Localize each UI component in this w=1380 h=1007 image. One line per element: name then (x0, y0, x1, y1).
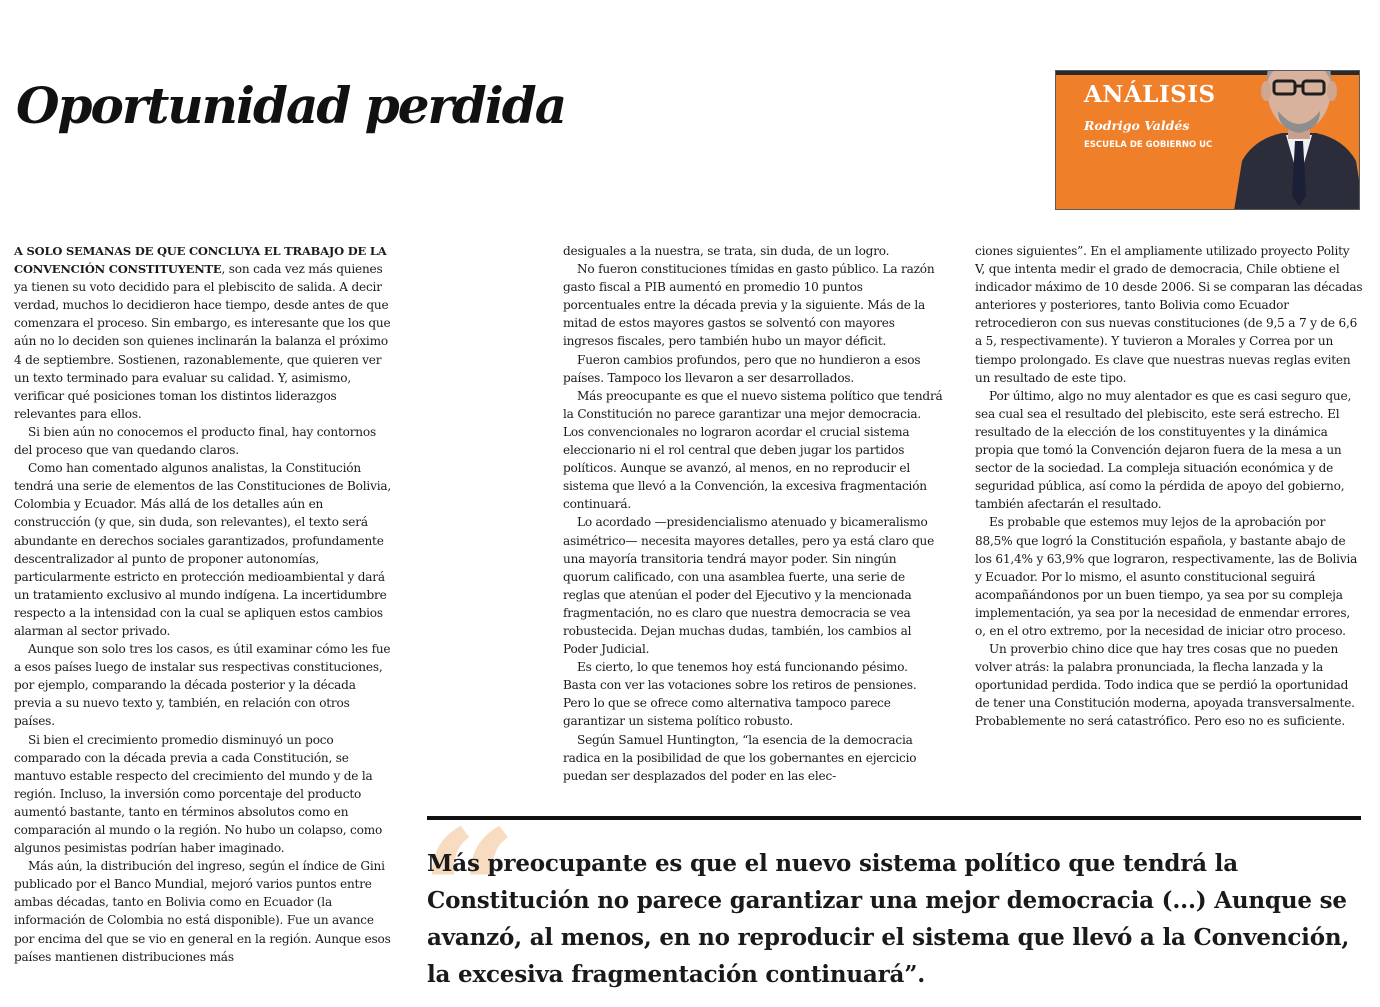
author-portrait (1234, 70, 1360, 210)
lead-in: A SOLO SEMANAS DE QUE CONCLUYA EL TRABAJO DE LA CONVENCIÓN CONSTITUYENTE (14, 244, 387, 277)
paragraph: Más preocupante es que el nuevo sistema político que tendrá la Constitución no parece garantizar una mejor democracia. Los convencionales no lograron acordar el crucial sistema eleccionario ni el rol central que deben jugar los partidos políticos. Aunque se avanzó, al menos, en no reproducir el sistema que llevó a la Convención, la excesiva fragmentación continuará. (563, 388, 943, 512)
paragraph: Según Samuel Huntington, “la esencia de la democracia radica en la posibilidad de que los gobernantes en ejercicio puedan ser desplazados del poder en las elec- (563, 732, 917, 783)
paragraph: Un proverbio chino dice que hay tres cosas que no pueden volver atrás: la palabra pronunciada, la flecha lanzada y la oportunidad perdida. Todo indica que se perdió la oportunidad de tener una Constitución moderna, apoyada transversalmente. Probablemente no será catastrófico. Pero eso no es suficiente. (975, 642, 1355, 729)
article-column-2 (563, 242, 943, 785)
paragraph: Es cierto, lo que tenemos hoy está funcionando pésimo. Basta con ver las votaciones sobre los retiros de pensiones. Pero lo que se ofrece como alternativa tampoco parece garantizar un sistema político robusto. (563, 660, 917, 729)
paragraph: desiguales a la nuestra, se trata, sin duda, de un logro. (563, 244, 890, 258)
paragraph: No fueron constituciones tímidas en gasto público. La razón gasto fiscal a PIB aumentó en promedio 10 puntos porcentuales entre la década previa y la siguiente. Más de la mitad de estos mayores gastos se solventó con mayores ingresos fiscales, pero también hubo un mayor déficit. (563, 262, 935, 349)
section-label: ANÁLISIS (1084, 81, 1216, 108)
paragraph: Si bien aún no conocemos el producto final, hay contornos del proceso que van quedando claros. (14, 424, 376, 458)
paragraph: Fueron cambios profundos, pero que no hundieron a esos países. Tampoco los llevaron a ser desarrollados. (563, 352, 921, 385)
article-column-3 (975, 242, 1363, 731)
byline-box (1055, 70, 1360, 210)
paragraph: Aunque son solo tres los casos, es útil examinar cómo les fue a esos países luego de instalar sus respectivas constituciones, por ejemplo, comparando la década posterior y la década previa a su nuevo texto y, también, en relación con otros países. (14, 642, 391, 729)
paragraph: Lo acordado —presidencialismo atenuado y bicameralismo asimétrico— necesita mayores detalles, pero ya está claro que una mayoría transitoria tendrá mayor poder. Sin ningún quorum calificado, con una asamblea fuerte, una serie de reglas que atenúan el poder del Ejecutivo y la mencionada fragmentación, no es claro que nuestra democracia se vea robustecida. Dejan muchas dudas, también, los cambios al Poder Judicial. (563, 515, 935, 657)
author-name: Rodrigo Valdés (1084, 118, 1190, 133)
author-affiliation: ESCUELA DE GOBIERNO UC (1084, 140, 1213, 150)
paragraph: Como han comentado algunos analistas, la Constitución tendrá una serie de elementos de las Constituciones de Bolivia, Colombia y Ecuador. Más allá de los detalles aún en construcción (y que, sin duda, son relevantes), el texto será abundante en derechos sociales garantizados, profundamente descentralizador al punto de proponer autonomías, particularmente estricto en protección medioambiental y dará un tratamiento exclusivo al mundo indígena. La incertidumbre respecto a la intensidad con la cual se apliquen estos cambios alarman al sector privado. (14, 461, 392, 638)
quote-mark-icon: “ (420, 793, 518, 993)
headline: Oportunidad perdida (16, 76, 566, 135)
paragraph: Si bien el crecimiento promedio disminuyó un poco comparado con la década previa a cada Constitución, se mantuvo estable respecto del crecimiento del mundo y de la región. Incluso, la inversión como porcentaje del producto aumentó bastante, tanto en términos absolutos como en comparación al mundo o la región. No hubo un colapso, como algunos pesimistas podrían haber imaginado. (14, 732, 383, 856)
paragraph: Más aún, la distribución del ingreso, según el índice de Gini publicado por el Banco Mundial, mejoró varios puntos entre ambas décadas, tanto en Bolivia como en Ecuador (la información de Colombia no está disponible). Fue un avance por encima del que se vio en general en la región. Aunque esos países mantienen distribuciones más (14, 859, 391, 964)
paragraph: ciones siguientes”. En el ampliamente utilizado proyecto Polity V, que intenta medir el grado de democracia, Chile obtiene el indicador máximo de 10 desde 2006. Si se comparan las décadas anteriores y posteriores, tanto Bolivia como Ecuador retrocedieron con sus nuevas constituciones (de 9,5 a 7 y de 6,6 a 5, respectivamente). Y tuvieron a Morales y Correa por un tiempo prolongado. Es clave que nuestras nuevas reglas eviten un resultado de este tipo. (975, 244, 1363, 385)
paragraph: Por último, algo no muy alentador es que es casi seguro que, sea cual sea el resultado del plebiscito, este será estrecho. El resultado de la elección de los constituyentes y la dinámica propia que tomó la Convención dejaron fuera de la mesa a un sector de la sociedad. La compleja situación económica y de seguridad pública, así como la pérdida de apoyo del gobierno, también afectarán el resultado. (975, 388, 1352, 512)
paragraph: Es probable que estemos muy lejos de la aprobación por 88,5% que logró la Constitución española, y bastante abajo de los 61,4% y 63,9% que lograron, respectivamente, las de Bolivia y Ecuador. Por lo mismo, el asunto constitucional seguirá acompañándonos por un buen tiempo, ya sea por su compleja implementación, ya sea por la necesidad de enmendar errores, o, en el otro extremo, por la necesidad de iniciar otro proceso. (975, 515, 1358, 638)
paragraph-text: , son cada vez más quienes ya tienen su voto decidido para el plebiscito de salida. A decir verdad, muchos lo decidieron hace tiempo, desde antes de que comenzara el proceso. Sin embargo, es interesante que los que aún no lo deciden son quienes inclinarán la balanza el próximo 4 de septiembre. Sostienen, razonablemente, que quieren ver un texto terminado para evaluar su calidad. Y, asimismo, verificar qué posiciones toman los distintos liderazgos relevantes para ellos. (14, 262, 391, 421)
pull-quote-rule (427, 816, 1361, 820)
article-column-1 (14, 242, 394, 966)
pull-quote: Más preocupante es que el nuevo sistema político que tendrá la Constitución no parece garantizar una mejor democracia (...) Aunque se avanzó, al menos, en no reproducir el sistema que llevó a la Convención, la excesiva fragmentación continuará”. (427, 850, 1350, 988)
paragraph (14, 242, 394, 423)
